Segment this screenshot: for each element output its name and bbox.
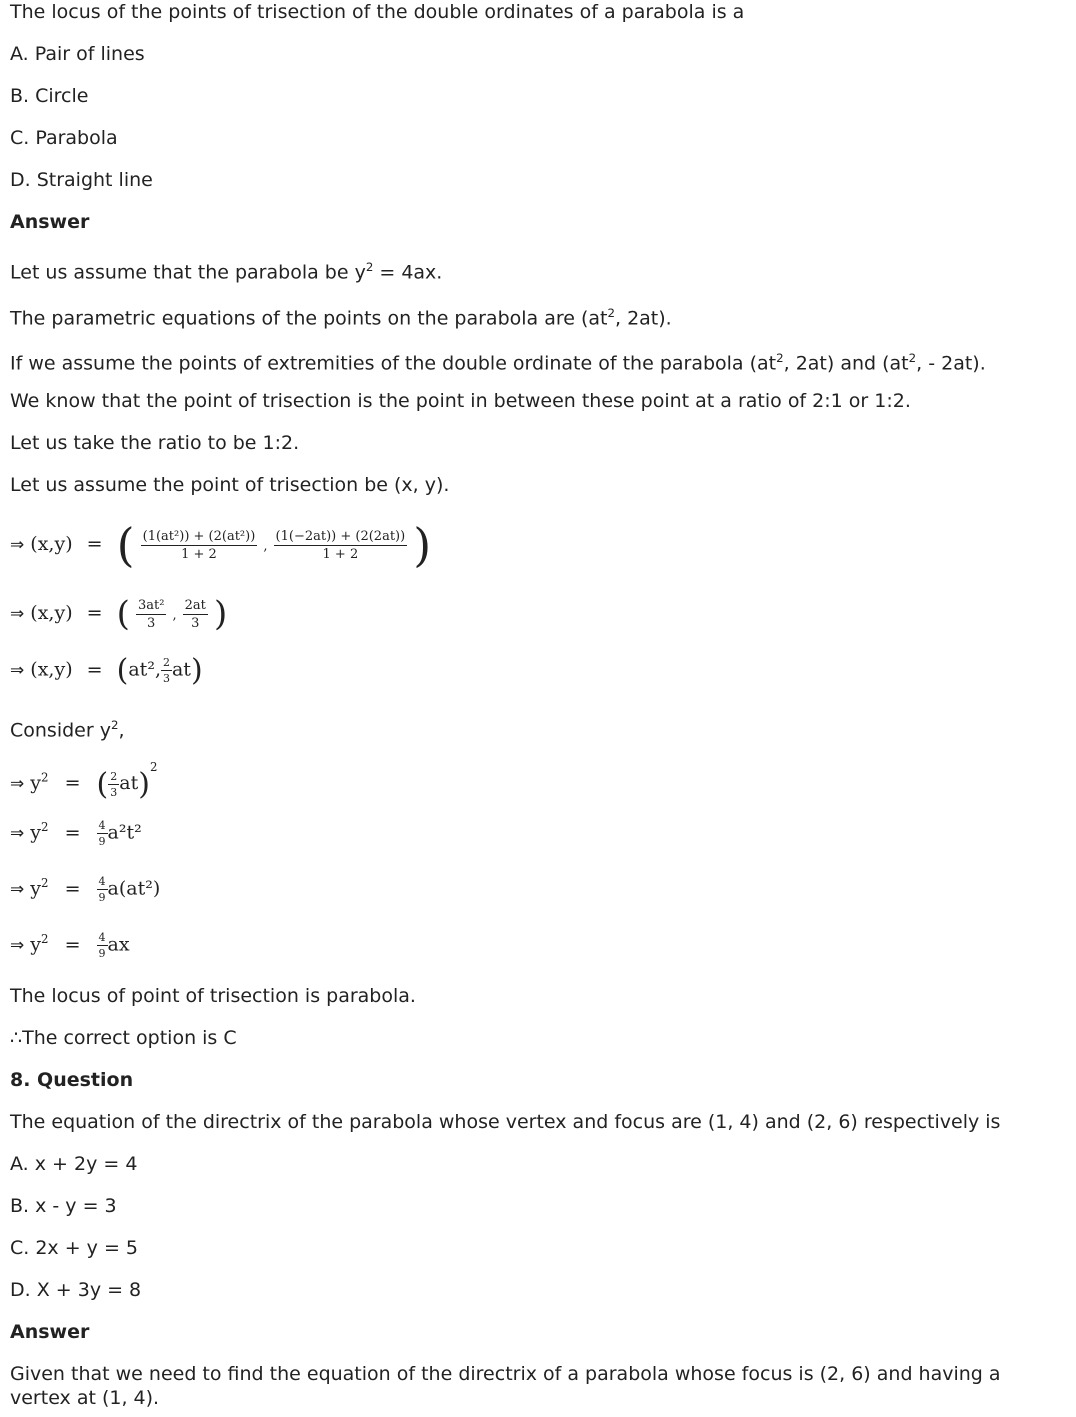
q7-option-a: A. Pair of lines (10, 43, 145, 65)
q7-line-parametric: The parametric equations of the points on the parabola are ($at^2$, 2at). (10, 306, 672, 330)
q8-option-a: A. x + 2y = 4 (10, 1153, 138, 1175)
q7-answer-heading: Answer (10, 211, 90, 233)
q7-conclusion: The locus of point of trisection is parabola. (10, 985, 416, 1007)
q8-heading: 8. Question (10, 1069, 134, 1091)
q7-line-trisection: We know that the point of trisection is the point in between these point at a ratio of 2:1 or 1:2. (10, 390, 911, 412)
consider-line: Consider $y^2$, (10, 718, 125, 742)
equation-4: ⇒ $y^2$ = ( $\frac{2}{3}$ at)$^2$ (10, 760, 158, 802)
q8-question: The equation of the directrix of the parabola whose vertex and focus are (1, 4) and (2, 6) respectively is (10, 1111, 1001, 1133)
q7-option-c: C. Parabola (10, 127, 118, 149)
q7-question: The locus of the points of trisection of the double ordinates of a parabola is a (10, 1, 745, 23)
q8-given: Given that we need to find the equation of the directrix of a parabola whose focus is (2, 6) and having a vertex at (1, 4). (10, 1363, 1001, 1409)
q7-option-b: B. Circle (10, 85, 89, 107)
equation-7: ⇒ $y^2$ = $\frac{4}{9}$ ax (10, 931, 130, 960)
q8-option-d: D. X + 3y = 8 (10, 1279, 142, 1301)
q7-line-extremities: If we assume the points of extremities of the double ordinate of the parabola ($at^2$, 2at) and ($at^2$, - 2at). (10, 351, 986, 375)
q8-option-c: C. 2x + y = 5 (10, 1237, 139, 1259)
equation-6: ⇒ $y^2$ = $\frac{4}{9}$ a(at²) (10, 875, 161, 904)
equation-5: ⇒ $y^2$ = $\frac{4}{9}$ a²t² (10, 819, 142, 848)
equation-3: ⇒ (x,y) = (at², $\frac{2}{3}$ at) (10, 653, 203, 688)
q8-answer-heading: Answer (10, 1321, 90, 1343)
q7-correct-option: ∴The correct option is C (10, 1027, 237, 1049)
q7-line-ratio: Let us take the ratio to be 1:2. (10, 432, 300, 454)
q7-line-point: Let us assume the point of trisection be (x, y). (10, 474, 450, 496)
equation-2: ⇒ (x,y) = ( $\frac{\text{3at²}}{3}$ , $\frac{2at}{3}$ ) (10, 594, 228, 634)
q8-option-b: B. x - y = 3 (10, 1195, 117, 1217)
equation-1: ⇒ (x,y) = ( $\frac{\text{(1(at²)) + (2(at²))}}{1 + 2}$ , $\frac{(1(-2at)) + (2(2at))}{1 + 2}$ ) (10, 518, 432, 572)
q7-line-parabola: Let us assume that the parabola be $y^2 = 4ax$. (10, 260, 443, 284)
q7-option-d: D. Straight line (10, 169, 153, 191)
